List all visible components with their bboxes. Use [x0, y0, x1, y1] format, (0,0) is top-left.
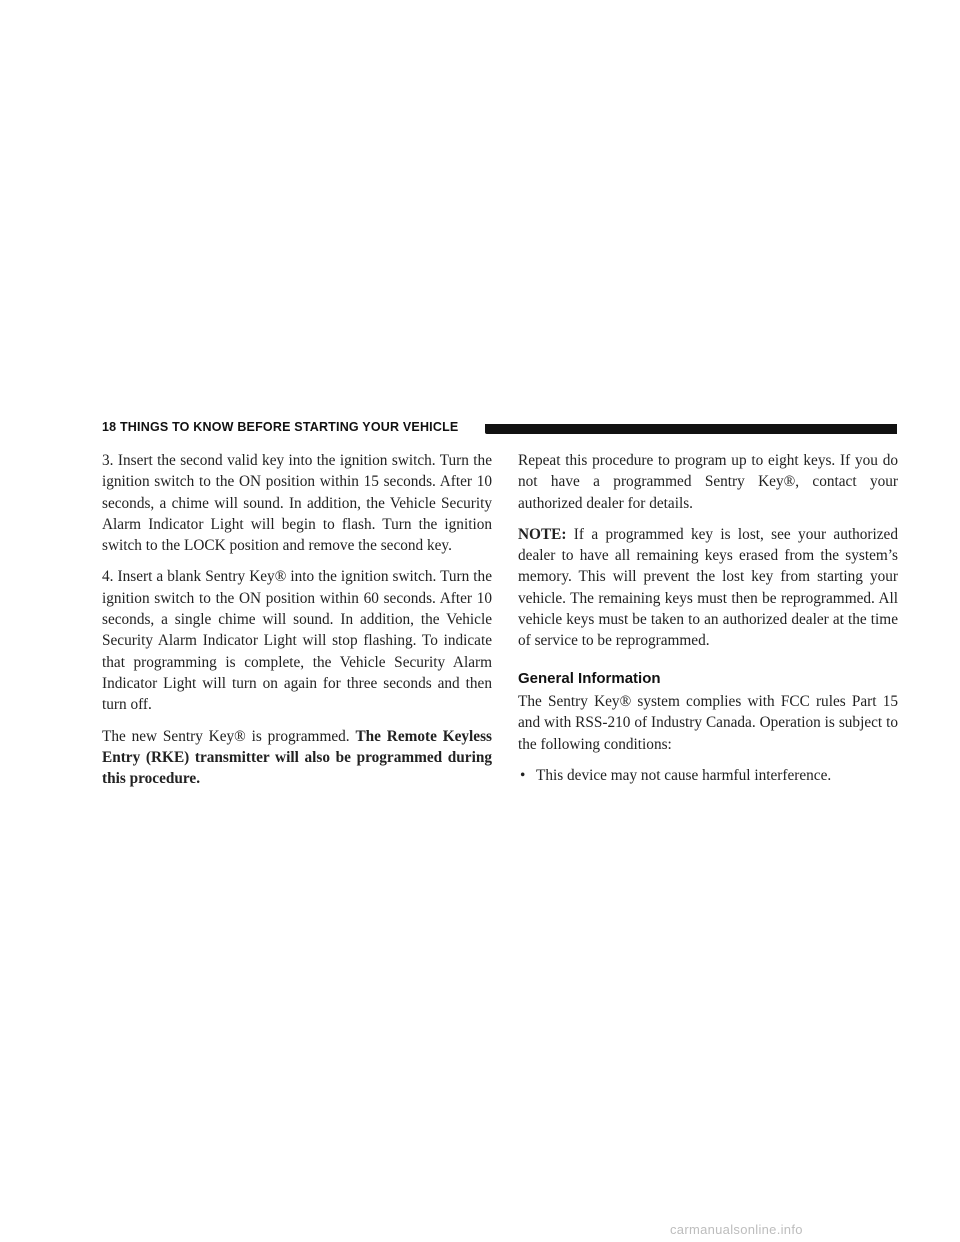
page-header [102, 419, 897, 441]
right-column [518, 450, 898, 786]
fcc-paragraph: The Sentry Key® system complies with FCC rules Part 15 and with RSS-210 of Industry Canada. Operation is subject to the following conditions: [518, 692, 898, 753]
page-header-label: 18 THINGS TO KNOW BEFORE STARTING YOUR VEHICLE [102, 420, 459, 434]
section-heading: General Information [518, 669, 661, 687]
watermark: carmanualsonline.info [670, 1222, 803, 1237]
bullet-mark: • [520, 766, 526, 784]
note-paragraph [518, 524, 898, 652]
step-4-paragraph: 4. Insert a blank Sentry Key® into the ignition switch. Turn the ignition switch to the ON position within 60 seconds. After 10 seconds, a single chime will sound. In addition, the Vehicle Security Alarm Indicator Light will stop flashing. To indicate that programming is complete, the Vehicle Security Alarm Indicator Light will turn on again for three seconds and then turn off. [102, 568, 492, 714]
note-text: If a programmed key is lost, see your authorized dealer to have all remaining keys erased from the system’s memory. This will prevent the lost key from starting your vehicle. The remaining keys must then be reprogrammed. All vehicle keys must be taken to an authorized dealer at the time of service to be reprogrammed. [518, 525, 898, 650]
programmed-paragraph [102, 726, 492, 790]
rke-bold-text: The Remote Keyless Entry (RKE) transmitter will also be programmed during this procedure. [102, 727, 492, 788]
header-rule [485, 424, 897, 434]
step-3-paragraph: 3. Insert the second valid key into the ignition switch. Turn the ignition switch to the ON position within 15 seconds. After 10 seconds, a chime will sound. In addition, the Vehicle Security Alarm Indicator Light will begin to flash. Turn the ignition switch to the LOCK position and remove the second key. [102, 452, 492, 555]
repeat-paragraph: Repeat this procedure to program up to eight keys. If you do not have a programmed Sentry Key®, contact your authorized dealer for details. [518, 452, 898, 512]
bullet-text: This device may not cause harmful interference. [536, 766, 832, 784]
programmed-text: The new Sentry Key® is programmed. [102, 727, 356, 745]
left-column [102, 450, 492, 799]
bullet-item [518, 765, 898, 786]
note-label: NOTE: [518, 525, 567, 543]
